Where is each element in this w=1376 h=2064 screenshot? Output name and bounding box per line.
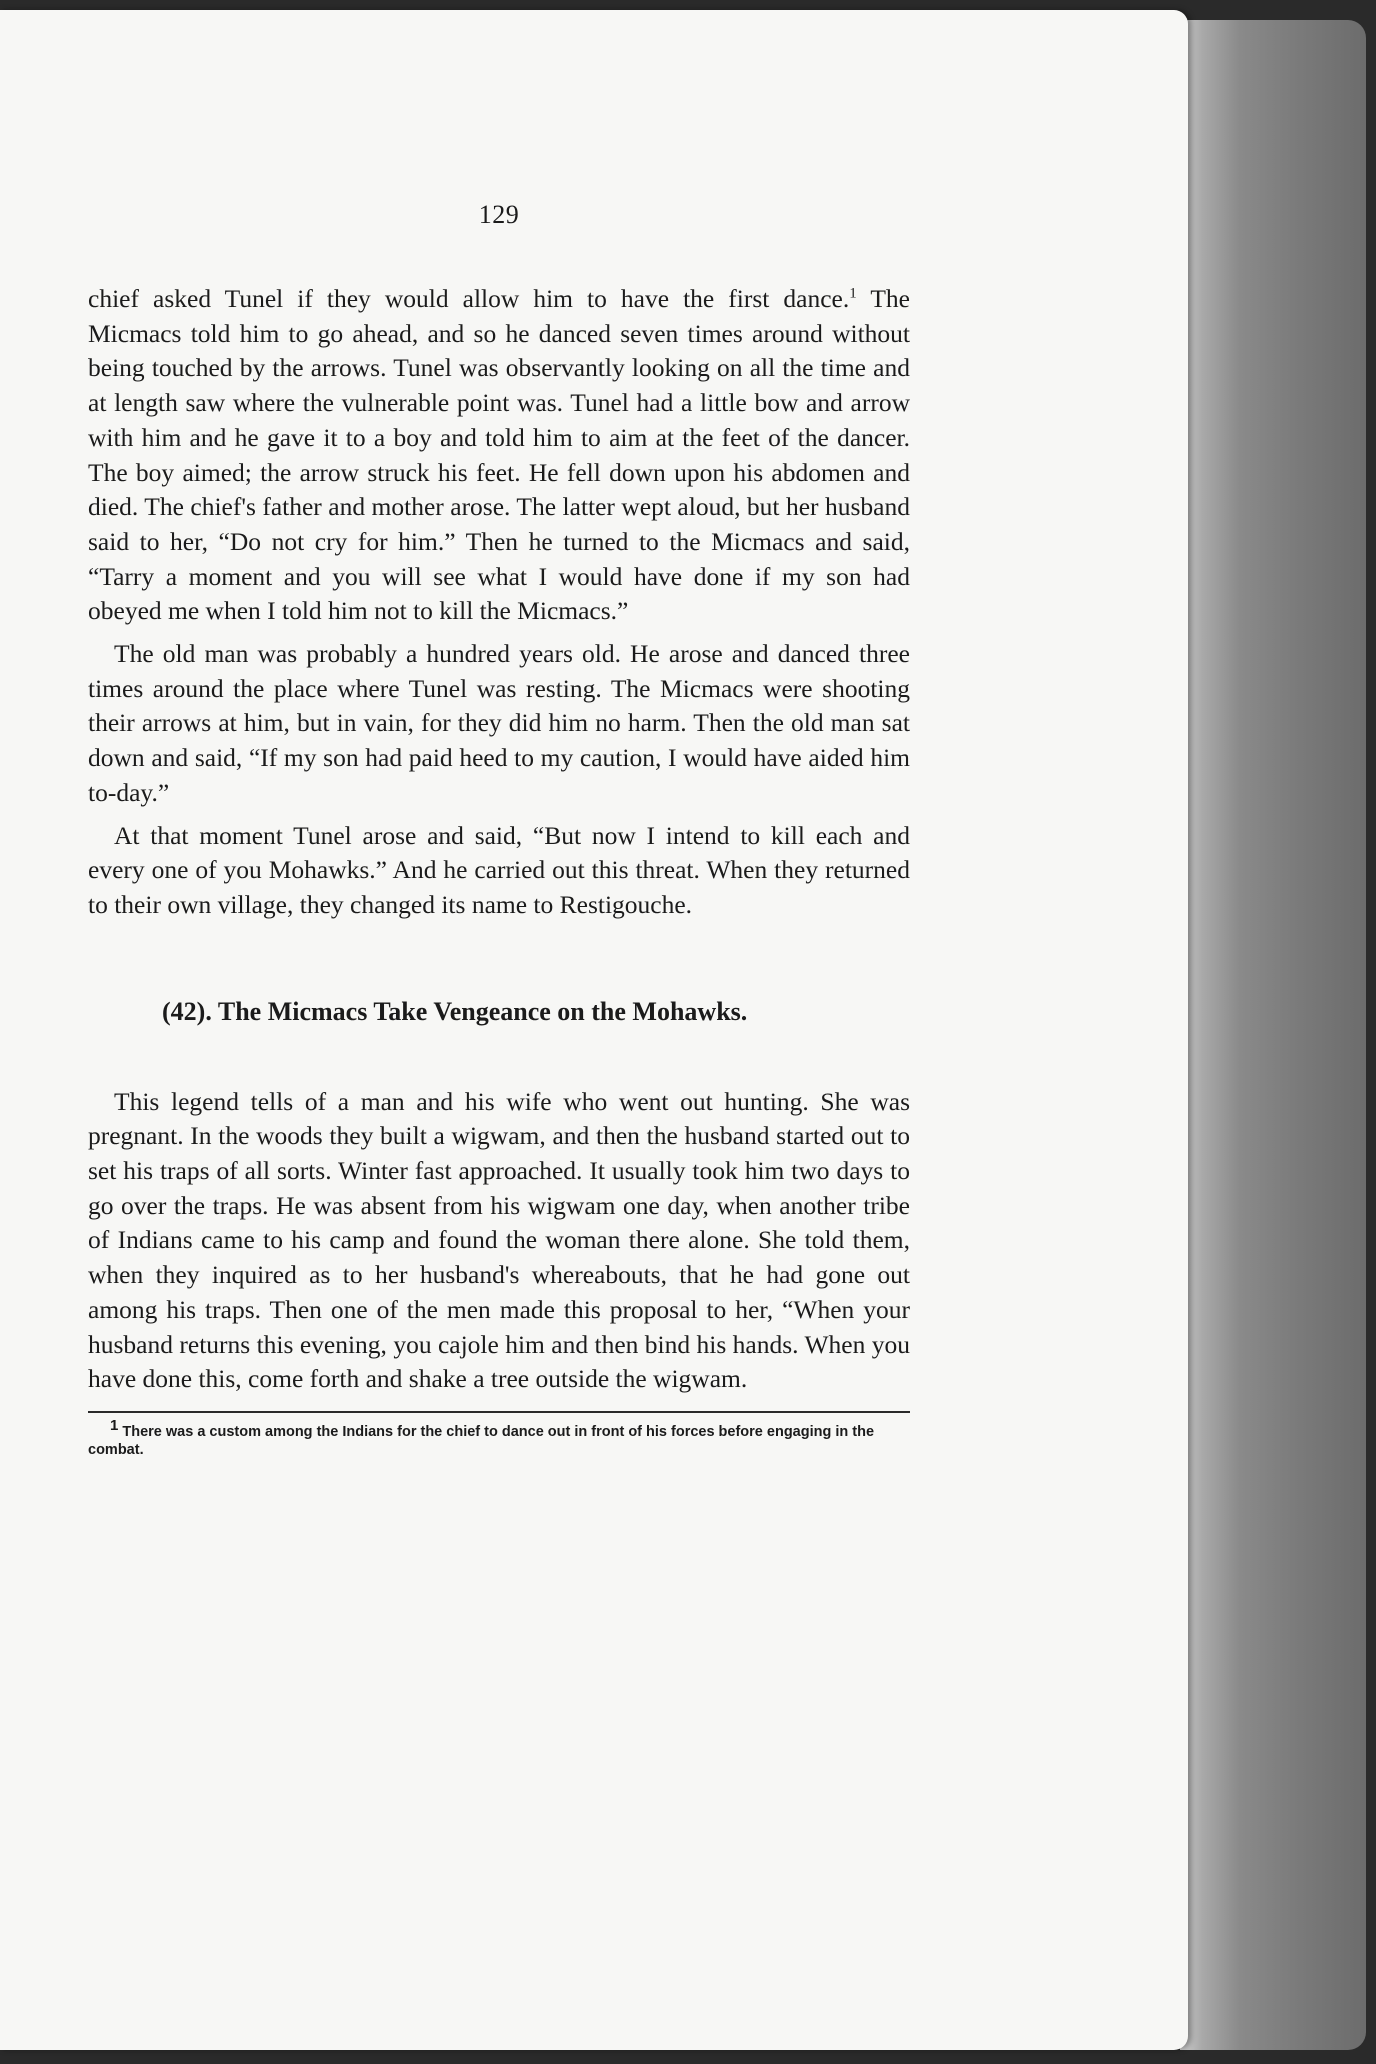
paragraph-1-text: chief asked Tunel if they would allow him to have the first dance. xyxy=(88,284,850,313)
footnote-reference: 1 xyxy=(849,285,857,302)
paragraph-1-continuation: The Micmacs told him to go ahead, and so he danced seven times around without being touched by the arrows. Tunel was observantly looking on all the time and at length saw where the vulnerable point was. Tunel had a little bow and arrow with him and he gave it to a boy and told him to aim at the feet of the dancer. The boy aimed; the arrow struck his feet. He fell down upon his abdomen and died. The chief's father and mother arose. The latter wept aloud, but her husband said to her, “Do not cry for him.” Then he turned to the Micmacs and said, “Tarry a moment and you will see what I would have done if my son had obeyed me when I told him not to kill the Micmacs.” xyxy=(88,284,910,626)
footnote-divider xyxy=(88,1411,910,1413)
page-sheet xyxy=(0,10,1188,2050)
book-page-edge xyxy=(1180,20,1366,2050)
paragraph-2: The old man was probably a hundred years old. He arose and danced three times around the place where Tunel was resting. The Micmacs were shooting their arrows at him, but in vain, for they did him no harm. Then the old man sat down and said, “If my son had paid heed to my caution, I would have aided him to-day.” xyxy=(88,639,910,807)
footnote-text: There was a custom among the Indians for the chief to dance out in front of his forces before engaging in the combat. xyxy=(88,1423,875,1458)
paragraph-1 xyxy=(88,282,910,629)
footnote xyxy=(88,1417,910,1459)
text-block xyxy=(88,200,910,1459)
paragraph-3: At that moment Tunel arose and said, “But now I intend to kill each and every one of you Mohawks.” And he carried out this threat. When they returned to their own village, they changed its name to Restigouche. xyxy=(88,820,910,919)
section-paragraph: This legend tells of a man and his wife who went out hunting. She was pregnant. In the woods they built a wigwam, and then the husband started out to set his traps of all sorts. Winter fast approached. It usually took him two days to go over the traps. He was absent from his wigwam one day, when another tribe of Indians came to his camp and found the woman there alone. She told them, when they inquired as to her husband's whereabouts, that he had gone out among his traps. Then one of the men made this proposal to her, “When your husband returns this evening, you cajole him and then bind his hands. When you have done this, come forth and shake a tree outside the wigwam. xyxy=(88,1086,910,1394)
footnote-marker: 1 xyxy=(110,1417,119,1435)
section-heading: (42). The Micmacs Take Vengeance on the Mohawks. xyxy=(162,996,748,1026)
page-number: 129 xyxy=(478,200,520,229)
